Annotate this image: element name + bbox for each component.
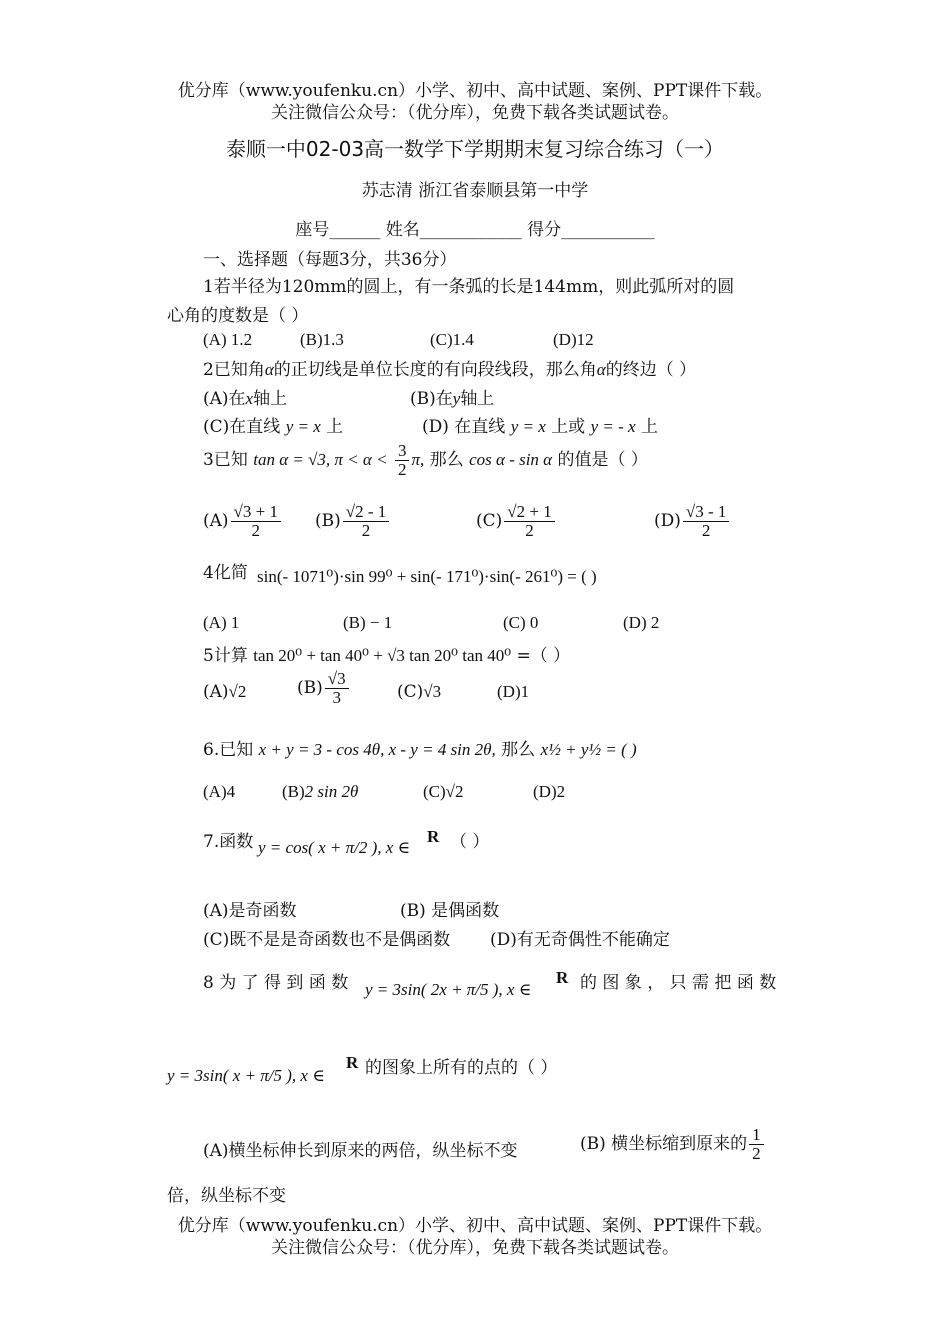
- q7-label: 7.函数: [203, 832, 254, 852]
- q5-option-a: [203, 682, 246, 702]
- q2-a-var: x: [245, 389, 254, 408]
- q1-option-b: (B)1.3: [300, 330, 344, 349]
- q8-expression-1: y = 3sin( 2x + π/5 ), x ∈: [365, 980, 532, 999]
- q2-d-text: (D) 在直线: [422, 417, 506, 437]
- q3-expr-1: tan α = √3, π < α <: [253, 449, 388, 469]
- q1-line-1: 1若半径为120mm的圆上，有一条弧的长是144mm，则此弧所对的圆: [203, 277, 735, 297]
- q7-option-d: (D)有无奇偶性不能确定: [490, 930, 670, 950]
- q8-b-frac: [749, 1126, 764, 1163]
- q5-option-d: (D)1: [497, 682, 530, 701]
- q5-b-label: (B): [297, 677, 323, 698]
- q2-option-b: [410, 384, 494, 409]
- q2-option-c: [203, 412, 343, 437]
- q3-d-label: (D): [654, 510, 681, 531]
- q7-paren: （ ）: [450, 832, 490, 852]
- q6-option-c: [423, 782, 464, 802]
- q8-option-a: (A)横坐标伸长到原来的两倍，纵坐标不变: [203, 1141, 518, 1161]
- q2-b-text: (B)在: [410, 389, 453, 409]
- q6-expr: x + y = 3 - cos 4θ, x - y = 4 sin 2θ,: [258, 740, 496, 759]
- q2-d-expr-1: y = x: [510, 417, 546, 436]
- q3-text-3: 的值是（ ）: [557, 449, 648, 470]
- q3-b-den: 2: [361, 520, 371, 540]
- q8-expression-2: y = 3sin( x + π/5 ), x ∈: [167, 1066, 325, 1085]
- q5-text-1: 5计算: [203, 646, 248, 666]
- q2-d-text-3: 上: [640, 417, 658, 437]
- q2-c-text-2: 上: [326, 417, 344, 437]
- author-line: 苏志清 浙江省泰顺县第一中学: [361, 181, 589, 201]
- q4-expression: sin(- 1071⁰)·sin 99⁰ + sin(- 171⁰)·sin(- 261⁰) = ( ): [257, 567, 597, 586]
- q3-text-2: 那么: [429, 449, 464, 470]
- q3-a-num: √3 + 1: [231, 503, 281, 522]
- q1-option-a: (A) 1.2: [203, 330, 253, 349]
- q3-a-den: 2: [251, 520, 260, 540]
- q8-text-2: 的 图 象 ， 只 需 把 函 数: [580, 973, 777, 993]
- q3-d-frac: [683, 503, 730, 540]
- q5-a-expr: √2: [228, 682, 247, 701]
- q5-text-2: =（ ）: [516, 646, 571, 666]
- q2-text-3: 的终边（ ）: [605, 360, 697, 380]
- q2-stem: [203, 355, 696, 380]
- q2-c-expr: y = x: [285, 417, 321, 436]
- q2-a-text-2: 轴上: [253, 389, 288, 409]
- q2-d-text-2: 上或: [551, 417, 586, 437]
- q5-expr: tan 20⁰ + tan 40⁰ + √3 tan 20⁰ tan 40⁰: [253, 646, 512, 665]
- q7-expression: y = cos( x + π/2 ), x ∈: [258, 838, 411, 857]
- q8-text-1: 8 为 了 得 到 函 数: [203, 973, 349, 993]
- header-line-1: 优分库（www.youfenku.cn）小学、初中、高中试题、案例、PPT课件下载。: [177, 81, 773, 101]
- q4-option-d: (D) 2: [623, 613, 660, 632]
- q2-alpha-2: α: [596, 360, 606, 379]
- q1-option-d: (D)12: [553, 330, 594, 349]
- q3-text-1: 3已知: [203, 449, 248, 470]
- q3-b-frac: [343, 503, 390, 540]
- q5-c-label: (C): [397, 682, 424, 702]
- q3-d-num: √3 - 1: [683, 503, 730, 522]
- q8-real-set-1: R: [556, 968, 569, 987]
- q6-expr-2: x½ + y½ = ( ): [540, 740, 637, 759]
- student-fields: 座号______ 姓名____________ 得分___________: [295, 220, 655, 240]
- q6-c-expr: √2: [445, 782, 464, 801]
- q3-d-den: 2: [701, 520, 711, 540]
- q6-b-expr: 2 sin 2θ: [304, 782, 359, 801]
- q6-text-2: 那么: [501, 740, 536, 760]
- q3-c-num: √2 + 1: [504, 503, 554, 522]
- q3-expr-2: π,: [411, 449, 425, 469]
- page-title: 泰顺一中02-03高一数学下学期期末复习综合练习（一）: [225, 137, 725, 161]
- q2-option-a: [203, 384, 287, 409]
- q5-option-b: [297, 670, 351, 707]
- q4-option-c: (C) 0: [503, 613, 539, 632]
- q3-expr-3: cos α - sin α: [469, 449, 553, 469]
- q3-option-d: [654, 503, 731, 540]
- q3-option-a: [203, 503, 283, 540]
- q3-b-label: (B): [315, 510, 341, 531]
- q4-option-b: (B) − 1: [343, 613, 393, 632]
- q3-a-label: (A): [203, 510, 229, 531]
- footer-line-2: 关注微信公众号：（优分库），免费下载各类试题试卷。: [271, 1238, 679, 1258]
- q3-b-num: √2 - 1: [343, 503, 390, 522]
- q5-option-c: [397, 682, 441, 702]
- q6-option-b: [282, 782, 358, 802]
- q3-c-frac: [504, 503, 554, 540]
- q5-c-expr: √3: [423, 682, 442, 701]
- q3-c-label: (C): [476, 510, 503, 531]
- q6-text-1: 6.已知: [203, 740, 254, 760]
- q7-option-c: (C)既不是是奇函数也不是偶函数: [203, 930, 451, 950]
- q5-a-label: (A): [203, 682, 229, 702]
- q7-option-a: (A)是奇函数: [203, 901, 297, 921]
- q8-b-num: 1: [749, 1126, 764, 1145]
- section-heading: 一、选择题（每题3分，共36分）: [203, 250, 457, 270]
- q5-b-num: √3: [325, 670, 349, 689]
- q5-b-den: 3: [332, 687, 341, 707]
- q2-text-1: 2已知角: [203, 360, 265, 380]
- q3-frac-den: 2: [397, 459, 407, 479]
- q3-stem: [203, 442, 648, 479]
- q3-option-c: [476, 503, 557, 540]
- q4-label: 4化简: [203, 563, 248, 583]
- q3-a-frac: [231, 503, 281, 540]
- q2-b-text-2: 轴上: [460, 389, 495, 409]
- q1-line-2: 心角的度数是（ ）: [167, 306, 309, 326]
- q8-text-3: 的图象上所有的点的（ ）: [365, 1058, 558, 1078]
- q6-stem: [203, 735, 637, 760]
- q2-b-var: y: [452, 389, 461, 408]
- q2-d-expr-2: y = - x: [590, 417, 636, 436]
- q6-option-a: (A)4: [203, 782, 236, 801]
- q1-option-c: (C)1.4: [430, 330, 474, 349]
- q6-b-label: (B): [282, 782, 305, 801]
- q3-c-den: 2: [525, 520, 534, 540]
- q3-frac-num: 3: [395, 442, 410, 461]
- q2-a-text: (A)在: [203, 389, 246, 409]
- q2-text-2: 的正切线是单位长度的有向段线段，那么角: [273, 360, 597, 380]
- q3-option-b: [315, 503, 391, 540]
- q6-option-d: (D)2: [533, 782, 566, 801]
- q3-fraction: [395, 442, 410, 479]
- q7-real-set: R: [427, 827, 440, 846]
- q8-option-b-tail: 倍，纵坐标不变: [167, 1186, 286, 1206]
- header-line-2: 关注微信公众号：（优分库），免费下载各类试题试卷。: [271, 103, 679, 123]
- q7-option-b: (B) 是偶函数: [400, 901, 500, 921]
- q4-option-a: (A) 1: [203, 613, 240, 632]
- q2-alpha-1: α: [264, 360, 274, 379]
- q8-real-set-2: R: [346, 1053, 359, 1072]
- q6-c-label: (C): [423, 782, 446, 801]
- q2-c-text: (C)在直线: [203, 417, 281, 437]
- q8-b-den: 2: [752, 1143, 761, 1163]
- q5-b-frac: [325, 670, 349, 707]
- footer-line-1: 优分库（www.youfenku.cn）小学、初中、高中试题、案例、PPT课件下载。: [177, 1216, 773, 1236]
- q8-option-b: [580, 1126, 766, 1163]
- q8-b-text: (B) 横坐标缩到原来的: [580, 1133, 748, 1154]
- q5-stem: [203, 641, 570, 666]
- q2-option-d: [422, 412, 658, 437]
